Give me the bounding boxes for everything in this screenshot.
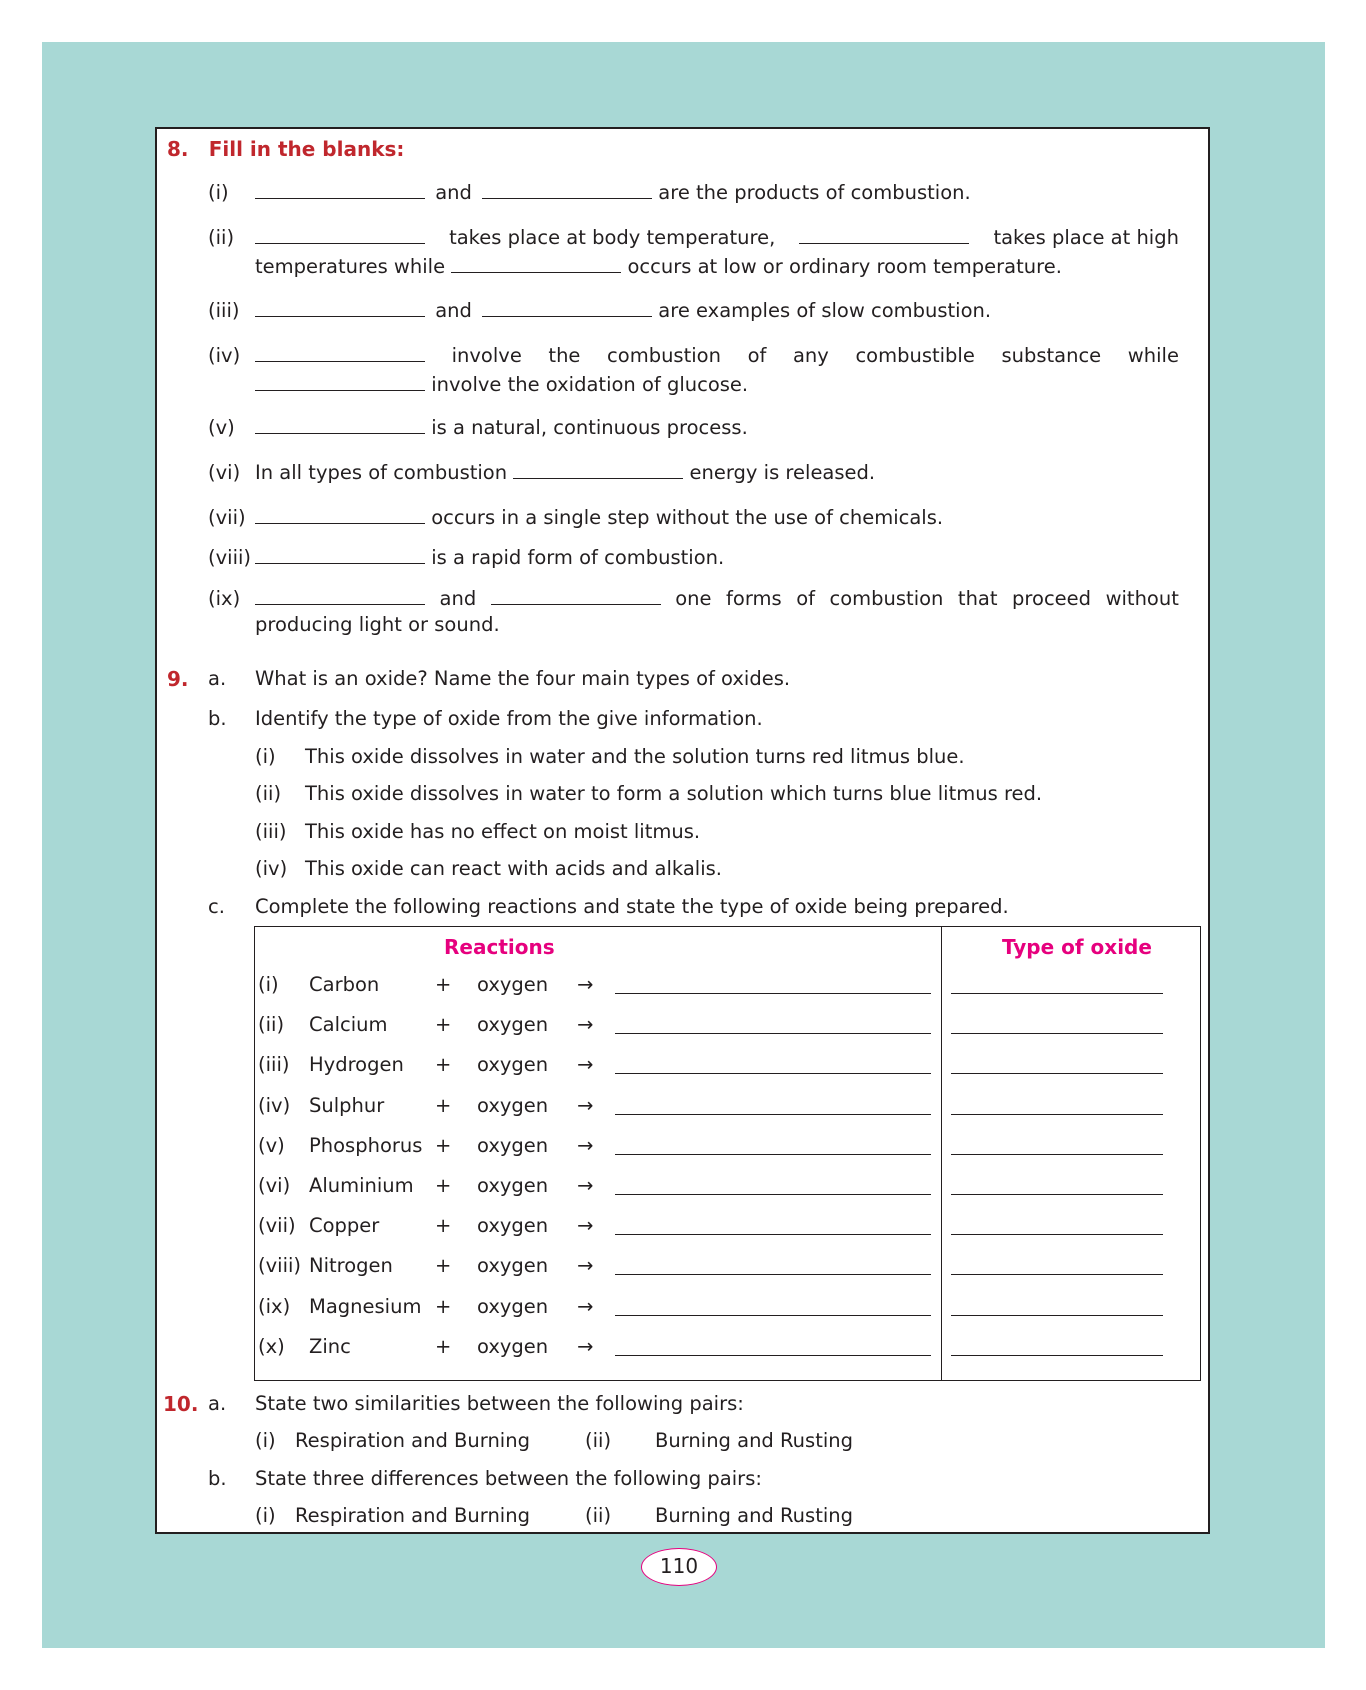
item-label: (ix) xyxy=(208,587,241,610)
plus-sign: + xyxy=(435,1214,452,1238)
oxygen-text: oxygen xyxy=(477,1334,549,1358)
item-text: are examples of slow combustion. xyxy=(658,299,992,322)
item-text: takes place at body temperature, xyxy=(449,226,776,249)
oxide-type-blank[interactable] xyxy=(951,1355,1163,1356)
row-number: (iii) xyxy=(258,1053,290,1077)
row-number: (viii) xyxy=(258,1254,302,1278)
blank-field[interactable] xyxy=(255,432,425,434)
q9b-item-label: (iv) xyxy=(255,857,288,880)
pair-text: Respiration and Burning xyxy=(295,1429,530,1452)
oxide-type-blank[interactable] xyxy=(951,993,1163,994)
plus-sign: + xyxy=(435,1013,452,1037)
pair-label: (i) xyxy=(255,1429,276,1452)
reaction-row xyxy=(255,967,1200,1007)
blank-field[interactable] xyxy=(255,197,425,199)
reaction-row xyxy=(255,1248,1200,1288)
reaction-row xyxy=(255,1007,1200,1047)
pair-label: (i) xyxy=(255,1504,276,1527)
q9c-label: c. xyxy=(208,895,225,918)
q9b-label: b. xyxy=(208,707,227,730)
q10b-text: State three differences between the following pairs: xyxy=(255,1467,762,1490)
page-number: 110 xyxy=(641,1548,717,1586)
oxide-type-blank[interactable] xyxy=(951,1073,1163,1074)
q8-item-vii xyxy=(208,506,943,530)
product-blank[interactable] xyxy=(615,1234,931,1235)
plus-sign: + xyxy=(435,1174,452,1197)
q10a-text: State two similarities between the following pairs: xyxy=(255,1392,744,1415)
item-word: combustible xyxy=(855,344,975,367)
oxide-type-blank[interactable] xyxy=(951,1194,1163,1195)
item-word: proceed xyxy=(1012,587,1092,610)
reaction-row xyxy=(255,1168,1200,1208)
reaction-row xyxy=(255,1208,1200,1248)
q9b-item-text: This oxide dissolves in water to form a solution which turns blue litmus red. xyxy=(305,782,1043,805)
product-blank[interactable] xyxy=(615,1073,931,1074)
q8-header xyxy=(167,137,404,162)
blank-field[interactable] xyxy=(255,389,425,391)
oxide-type-blank[interactable] xyxy=(951,1114,1163,1115)
element-name: Aluminium xyxy=(309,1174,414,1197)
oxygen-text: oxygen xyxy=(477,1174,549,1197)
blank-field[interactable] xyxy=(451,271,621,273)
element-name: Hydrogen xyxy=(309,1053,404,1077)
row-number: (ix) xyxy=(258,1294,291,1318)
row-number: (iv) xyxy=(258,1093,291,1117)
item-text: are the products of combustion. xyxy=(658,181,971,204)
q8-heading: Fill in the blanks: xyxy=(208,137,405,161)
q8-item-vi xyxy=(208,461,875,485)
item-text: temperatures while xyxy=(255,255,446,278)
arrow-icon: → xyxy=(577,1214,594,1238)
blank-field[interactable] xyxy=(255,522,425,524)
blank-field[interactable] xyxy=(513,477,683,479)
pair-label: (ii) xyxy=(585,1504,612,1527)
item-text: involve the oxidation of glucose. xyxy=(431,373,749,396)
item-label: (iii) xyxy=(208,299,240,322)
worksheet-page xyxy=(155,127,1210,1534)
item-text: producing light or sound. xyxy=(255,613,500,636)
oxide-type-blank[interactable] xyxy=(951,1154,1163,1155)
item-label: (vii) xyxy=(208,506,246,529)
item-label: (vi) xyxy=(208,461,241,484)
item-label: (v) xyxy=(208,416,235,439)
oxygen-text: oxygen xyxy=(477,1254,549,1278)
oxygen-text: oxygen xyxy=(477,973,549,996)
row-number: (vii) xyxy=(258,1214,296,1238)
row-number: (x) xyxy=(258,1334,285,1358)
arrow-icon: → xyxy=(577,1174,594,1197)
blank-field[interactable] xyxy=(255,360,425,362)
item-word: combustion xyxy=(829,587,944,610)
oxygen-text: oxygen xyxy=(477,1093,549,1117)
q8-item-i xyxy=(208,181,971,205)
arrow-icon: → xyxy=(577,1013,594,1037)
row-number: (vi) xyxy=(258,1174,291,1197)
plus-sign: + xyxy=(435,1133,452,1157)
oxide-type-blank[interactable] xyxy=(951,1315,1163,1316)
item-text: In all types of combustion xyxy=(255,461,508,484)
product-blank[interactable] xyxy=(615,1194,931,1195)
item-label: (ii) xyxy=(208,226,235,249)
blank-field[interactable] xyxy=(482,315,652,317)
element-name: Phosphorus xyxy=(309,1133,423,1157)
item-text: is a rapid form of combustion. xyxy=(431,546,725,569)
blank-field[interactable] xyxy=(491,603,661,605)
pair-label: (ii) xyxy=(585,1429,612,1452)
oxygen-text: oxygen xyxy=(477,1053,549,1077)
q9b-item-text: This oxide has no effect on moist litmus. xyxy=(305,820,701,843)
oxygen-text: oxygen xyxy=(477,1133,549,1157)
reactions-column-header: Reactions xyxy=(444,935,555,959)
pair-text: Respiration and Burning xyxy=(295,1504,530,1527)
item-word: substance xyxy=(1001,344,1102,367)
item-word: combustion xyxy=(607,344,721,367)
blank-field[interactable] xyxy=(799,242,969,244)
element-name: Calcium xyxy=(309,1013,388,1037)
arrow-icon: → xyxy=(577,1133,594,1157)
oxygen-text: oxygen xyxy=(477,1013,549,1037)
item-word: while xyxy=(1127,344,1179,367)
item-label: (iv) xyxy=(208,344,241,367)
blank-field[interactable] xyxy=(482,197,652,199)
reaction-row xyxy=(255,1047,1200,1087)
blank-field[interactable] xyxy=(255,603,425,605)
oxygen-text: oxygen xyxy=(477,1214,549,1238)
item-text: and xyxy=(435,181,472,204)
oxygen-text: oxygen xyxy=(477,1294,549,1318)
item-word: any xyxy=(792,344,829,367)
arrow-icon: → xyxy=(577,1093,594,1117)
q10a-label: a. xyxy=(208,1392,227,1415)
product-blank[interactable] xyxy=(615,1315,931,1316)
element-name: Magnesium xyxy=(309,1294,422,1318)
product-blank[interactable] xyxy=(615,1033,931,1034)
arrow-icon: → xyxy=(577,1294,594,1318)
row-number: (i) xyxy=(258,973,279,996)
plus-sign: + xyxy=(435,973,452,996)
row-number: (v) xyxy=(258,1133,285,1157)
plus-sign: + xyxy=(435,1254,452,1278)
item-text: and xyxy=(435,299,472,322)
q9-number: 9. xyxy=(167,667,189,691)
item-label: (viii) xyxy=(208,546,252,569)
plus-sign: + xyxy=(435,1294,452,1318)
item-word: without xyxy=(1105,587,1179,610)
item-word: involve xyxy=(451,344,522,367)
reaction-row xyxy=(255,1329,1200,1369)
blank-field[interactable] xyxy=(255,562,425,564)
q10-number: 10. xyxy=(163,1392,199,1416)
arrow-icon: → xyxy=(577,1053,594,1077)
q9b-item-text: This oxide can react with acids and alkalis. xyxy=(305,857,722,880)
q9b-text: Identify the type of oxide from the give information. xyxy=(255,707,763,730)
q8-number: 8. xyxy=(167,137,189,161)
q9b-item-text: This oxide dissolves in water and the solution turns red litmus blue. xyxy=(305,745,965,768)
item-text: occurs at low or ordinary room temperature. xyxy=(627,255,1062,278)
q8-item-iii xyxy=(208,299,991,323)
item-text: energy is released. xyxy=(689,461,876,484)
product-blank[interactable] xyxy=(615,993,931,994)
pair-text: Burning and Rusting xyxy=(655,1504,853,1527)
blank-field[interactable] xyxy=(255,242,425,244)
item-text: and xyxy=(439,587,477,610)
q9b-item-label: (i) xyxy=(255,745,276,768)
plus-sign: + xyxy=(435,1053,452,1077)
item-text: is a natural, continuous process. xyxy=(431,416,748,439)
arrow-icon: → xyxy=(577,973,594,996)
q8-item-v xyxy=(208,416,748,440)
oxide-type-blank[interactable] xyxy=(951,1274,1163,1275)
plus-sign: + xyxy=(435,1093,452,1117)
q9c-text: Complete the following reactions and state the type of oxide being prepared. xyxy=(255,895,1009,918)
row-number: (ii) xyxy=(258,1013,285,1037)
reactions-table xyxy=(254,926,1201,1381)
element-name: Zinc xyxy=(309,1334,351,1358)
q9b-item-label: (iii) xyxy=(255,820,287,843)
item-label: (i) xyxy=(208,181,229,204)
q9a-text: What is an oxide? Name the four main types of oxides. xyxy=(255,667,791,690)
item-text: takes place at high xyxy=(993,226,1179,249)
arrow-icon: → xyxy=(577,1334,594,1358)
product-blank[interactable] xyxy=(615,1114,931,1115)
item-word: the xyxy=(548,344,581,367)
reaction-row xyxy=(255,1128,1200,1168)
oxide-type-blank[interactable] xyxy=(951,1033,1163,1034)
item-word: of xyxy=(796,587,815,610)
reaction-row xyxy=(255,1088,1200,1128)
element-name: Copper xyxy=(309,1214,380,1238)
oxide-type-blank[interactable] xyxy=(951,1234,1163,1235)
product-blank[interactable] xyxy=(615,1154,931,1155)
pair-text: Burning and Rusting xyxy=(655,1429,853,1452)
product-blank[interactable] xyxy=(615,1355,931,1356)
arrow-icon: → xyxy=(577,1254,594,1278)
item-word: that xyxy=(957,587,998,610)
q8-item-viii xyxy=(208,546,724,570)
element-name: Nitrogen xyxy=(309,1254,393,1278)
q10b-label: b. xyxy=(208,1467,227,1490)
blank-field[interactable] xyxy=(255,315,425,317)
plus-sign: + xyxy=(435,1334,452,1358)
element-name: Carbon xyxy=(309,973,380,996)
reaction-row xyxy=(255,1289,1200,1329)
item-word: one xyxy=(675,587,712,610)
element-name: Sulphur xyxy=(309,1093,385,1117)
q9b-item-label: (ii) xyxy=(255,782,282,805)
item-text: occurs in a single step without the use of chemicals. xyxy=(431,506,944,529)
product-blank[interactable] xyxy=(615,1274,931,1275)
item-word: forms xyxy=(726,587,782,610)
oxide-type-column-header: Type of oxide xyxy=(1002,935,1152,959)
item-word: of xyxy=(747,344,767,367)
q9a-label: a. xyxy=(208,667,227,690)
